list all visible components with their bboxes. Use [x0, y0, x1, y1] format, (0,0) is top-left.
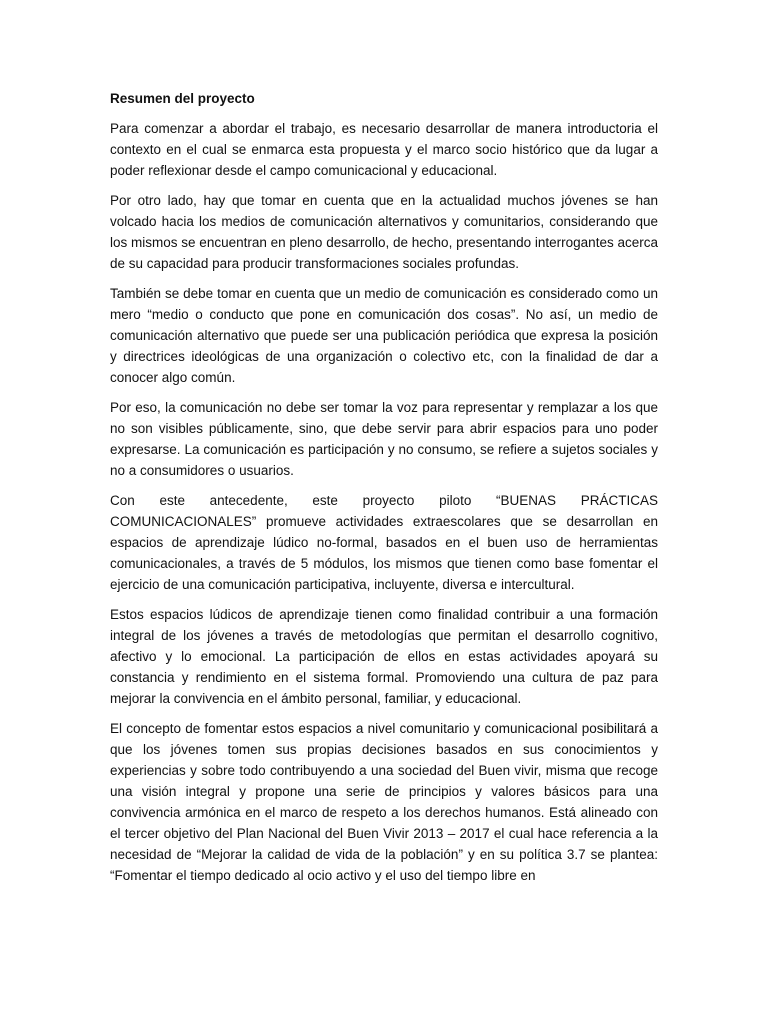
paragraph-5: Con este antecedente, este proyecto piloto “BUENAS PRÁCTICAS COMUNICACIONALES” promueve actividades extraescolares que se desarrollan en espacios de aprendizaje lúdico no-formal, basados en el buen uso de herramientas comunicacionales, a través de 5 módulos, los mismos que tienen como base fomentar el ejercicio de una comunicación participativa, incluyente, diversa e intercultural. [110, 493, 658, 592]
paragraph-2: Por otro lado, hay que tomar en cuenta que en la actualidad muchos jóvenes se han volcado hacia los medios de comunicación alternativos y comunitarios, considerando que los mismos se encuentran en pleno desarrollo, de hecho, presentando interrogantes acerca de su capacidad para producir transformaciones sociales profundas. [110, 193, 658, 271]
paragraph-7: El concepto de fomentar estos espacios a nivel comunitario y comunicacional posibilitará a que los jóvenes tomen sus propias decisiones basados en sus conocimientos y experiencias y sobre todo contribuyendo a una sociedad del Buen vivir, misma que recoge una visión integral y propone una serie de principios y valores básicos para una convivencia armónica en el marco de respeto a los derechos humanos. Está alineado con el tercer objetivo del Plan Nacional del Buen Vivir 2013 – 2017 el cual hace referencia a la necesidad de “Mejorar la calidad de vida de la población” y en su política 3.7 se plantea: “Fomentar el tiempo dedicado al ocio activo y el uso del tiempo libre en [110, 721, 658, 883]
paragraph-4: Por eso, la comunicación no debe ser tomar la voz para representar y remplazar a los que no son visibles públicamente, sino, que debe servir para abrir espacios para uno poder expresarse. La comunicación es participación y no consumo, se refiere a sujetos sociales y no a consumidores o usuarios. [110, 400, 658, 478]
document-title: Resumen del proyecto [110, 91, 255, 106]
document-page [110, 88, 658, 895]
paragraph-3: También se debe tomar en cuenta que un medio de comunicación es considerado como un mero “medio o conducto que pone en comunicación dos cosas”. No así, un medio de comunicación alternativo que puede ser una publicación periódica que expresa la posición y directrices ideológicas de una organización o colectivo etc, con la finalidad de dar a conocer algo común. [110, 286, 658, 385]
paragraph-6: Estos espacios lúdicos de aprendizaje tienen como finalidad contribuir a una formación integral de los jóvenes a través de metodologías que permitan el desarrollo cognitivo, afectivo y lo emocional. La participación de ellos en estas actividades apoyará su constancia y rendimiento en el sistema formal. Promoviendo una cultura de paz para mejorar la convivencia en el ámbito personal, familiar, y educacional. [110, 607, 658, 706]
paragraph-1: Para comenzar a abordar el trabajo, es necesario desarrollar de manera introductoria el contexto en el cual se enmarca esta propuesta y el marco socio histórico que da lugar a poder reflexionar desde el campo comunicacional y educacional. [110, 121, 658, 178]
